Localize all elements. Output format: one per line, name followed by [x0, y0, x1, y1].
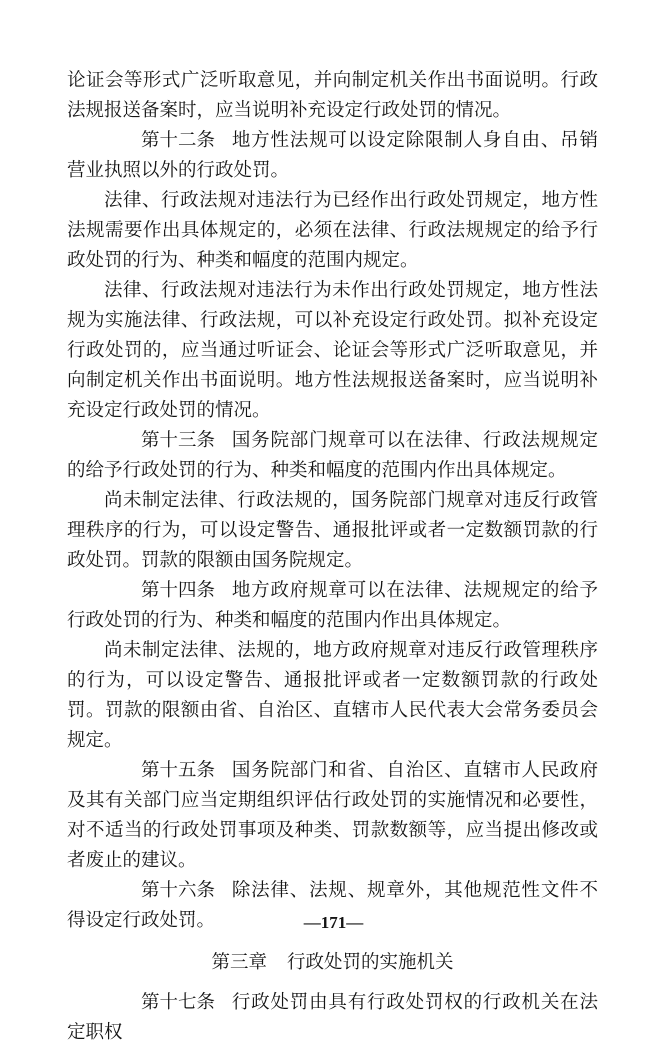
article-number: 第十七条 — [141, 992, 216, 1013]
chapter-title: 行政处罚的实施机关 — [287, 952, 454, 973]
chapter-number: 第三章 — [211, 952, 267, 973]
chapter-heading — [67, 948, 598, 978]
article-14-clause-2: 尚未制定法律、法规的，地方政府规章对违反行政管理秩序的行为，可以设定警告、通报批评或者一定数额罚款的行政处罚。罚款的限额由省、自治区、直辖市人民代表大会常务委员会规定。 — [67, 640, 598, 751]
article-12-clause-3: 法律、行政法规对违法行为未作出行政处罚规定，地方性法规为实施法律、行政法规，可以补充设定行政处罚。拟补充设定行政处罚的，应当通过听证会、论证会等形式广泛听取意见，并向制定机关作出书面说明。地方性法规报送备案时，应当说明补充设定行政处罚的情况。 — [67, 280, 598, 421]
article-number: 第十四条 — [141, 580, 216, 601]
article-13: 第十三条 国务院部门规章可以在法律、行政法规规定的给予行政处罚的行为、种类和幅度的范围内作出具体规定。 — [67, 426, 598, 486]
body-text — [67, 66, 598, 1048]
article-12: 第十二条 地方性法规可以设定除限制人身自由、吊销营业执照以外的行政处罚。 — [67, 126, 598, 186]
article-15: 第十五条 国务院部门和省、自治区、直辖市人民政府及其有关部门应当定期组织评估行政处罚的实施情况和必要性，对不适当的行政处罚事项及种类、罚款数额等，应当提出修改或者废止的建议。 — [67, 756, 598, 876]
paragraph-continuation: 论证会等形式广泛听取意见，并向制定机关作出书面说明。行政法规报送备案时，应当说明补充设定行政处罚的情况。 — [67, 70, 598, 121]
article-13-clause-2: 尚未制定法律、行政法规的，国务院部门规章对违反行政管理秩序的行为，可以设定警告、通报批评或者一定数额罚款的行政处罚。罚款的限额由国务院规定。 — [67, 490, 598, 571]
page-number: —171— — [303, 913, 364, 932]
article-14: 第十四条 地方政府规章可以在法律、法规规定的给予行政处罚的行为、种类和幅度的范围内作出具体规定。 — [67, 576, 598, 636]
article-number: 第十五条 — [141, 760, 216, 781]
article-number: 第十三条 — [141, 430, 216, 451]
article-17: 第十七条 行政处罚由具有行政处罚权的行政机关在法定职权 — [67, 988, 598, 1048]
article-16: 第十六条 除法律、法规、规章外，其他规范性文件不得设定行政处罚。 — [67, 876, 598, 936]
article-12-clause-2: 法律、行政法规对违法行为已经作出行政处罚规定，地方性法规需要作出具体规定的，必须在法律、行政法规规定的给予行政处罚的行为、种类和幅度的范围内规定。 — [67, 190, 598, 271]
article-number: 第十六条 — [141, 880, 216, 901]
article-number: 第十二条 — [141, 130, 216, 151]
